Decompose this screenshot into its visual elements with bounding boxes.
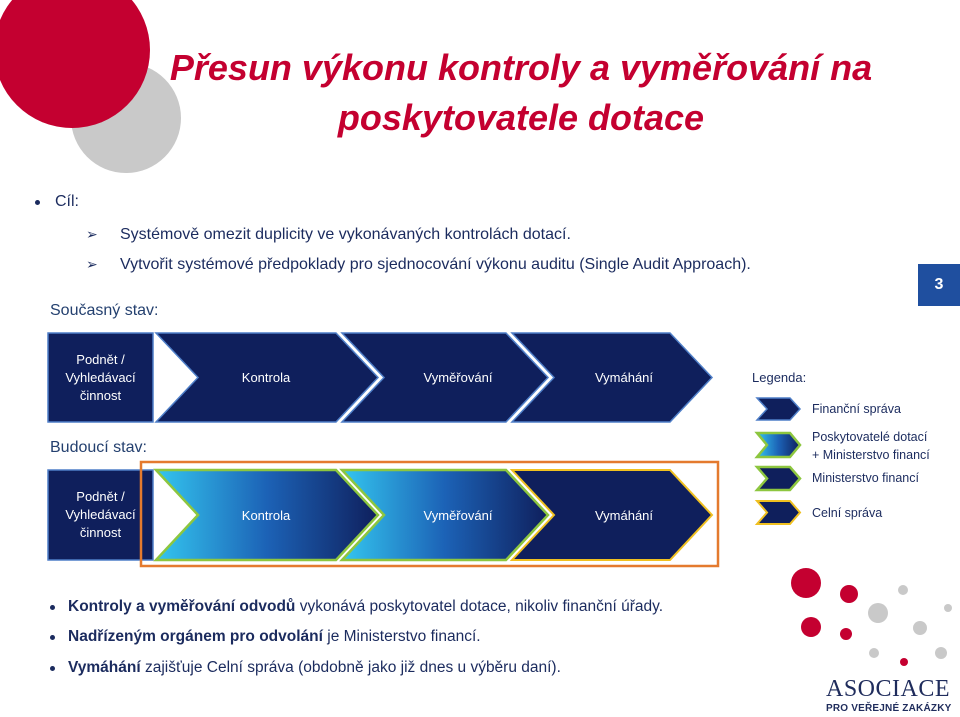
legend-label-ministerstvo xyxy=(812,469,919,487)
current-start-text: Podnět / Vyhledávací činnost xyxy=(65,351,136,403)
logo-dot xyxy=(840,628,852,640)
legend-label-celni-sprava xyxy=(812,504,882,522)
legend-swatch-celni-sprava xyxy=(757,501,800,524)
note-text: vykonává poskytovatel dotace, nikoliv finanční úřady. xyxy=(299,598,664,615)
future-start-label xyxy=(48,470,153,560)
goal-item: Vytvořit systémové předpoklady pro sjednocování výkonu auditu (Single Audit Approach). xyxy=(120,256,751,273)
note-text: je Ministerstvo financí. xyxy=(327,628,481,645)
logo-dot xyxy=(944,604,952,612)
logo-dot xyxy=(935,647,947,659)
arrow-bullet-icon xyxy=(86,225,98,245)
bullet-icon xyxy=(50,666,55,671)
goal-label: Cíl: xyxy=(55,193,79,210)
note-bold: Nadřízeným orgánem pro odvolání xyxy=(68,628,323,645)
logo-dot xyxy=(900,658,908,666)
logo-name: ASOCIACE xyxy=(826,676,951,702)
logo-tagline: PRO VEŘEJNÉ ZAKÁZKY xyxy=(826,703,952,714)
future-state-label: Budoucí stav: xyxy=(50,439,147,456)
future-start-text: Podnět / Vyhledávací činnost xyxy=(65,489,136,540)
slide-title-line-1: Přesun výkonu kontroly a vyměřování na xyxy=(169,47,873,88)
current-state-label: Současný stav: xyxy=(50,302,159,319)
future-step-vymahani: Vymáhání xyxy=(594,507,654,523)
arrow-bullet-icon xyxy=(86,255,98,275)
logo-dot xyxy=(791,568,821,598)
logo-dots xyxy=(791,568,952,666)
legend-label-line: Finanční správa xyxy=(812,402,901,416)
legend-swatch-financni-sprava xyxy=(757,398,800,420)
page-number-badge: 3 xyxy=(918,264,960,306)
slide-title-line-2: poskytovatele dotace xyxy=(337,97,705,138)
current-step-vymerovani: Vyměřování xyxy=(423,370,493,385)
note-item xyxy=(68,597,663,617)
bullet-icon xyxy=(35,200,40,205)
current-start-label xyxy=(48,333,153,422)
legend-label-line: Celní správa xyxy=(812,506,883,520)
slide-title xyxy=(141,43,901,143)
logo-dot xyxy=(869,648,879,658)
bullet-icon xyxy=(50,635,55,640)
legend-swatch-poskytovatele xyxy=(757,433,800,457)
note-bold: Vymáhání xyxy=(68,659,141,676)
legend-swatch-ministerstvo xyxy=(757,467,800,490)
logo-dot xyxy=(913,621,927,635)
legend-label-financni-sprava xyxy=(812,400,901,418)
goal-item: Systémově omezit duplicity ve vykonávaných kontrolách dotací. xyxy=(120,226,571,243)
legend-label-poskytovatele xyxy=(812,428,930,464)
logo-dot xyxy=(801,617,821,637)
note-item xyxy=(68,658,561,678)
legend-label-line: + Ministerstvo financí xyxy=(812,448,930,462)
note-bold: Kontroly a vyměřování odvodů xyxy=(68,598,296,615)
logo-dot xyxy=(840,585,858,603)
current-step-kontrola: Kontrola xyxy=(241,370,291,385)
note-item xyxy=(68,627,481,647)
bullet-icon xyxy=(50,605,55,610)
logo-dot xyxy=(868,603,888,623)
logo-dot xyxy=(898,585,908,595)
current-step-vymahani: Vymáhání xyxy=(594,370,654,385)
legend-label-line: Ministerstvo financí xyxy=(812,471,919,485)
future-step-vymerovani: Vyměřování xyxy=(423,507,493,523)
future-step-kontrola: Kontrola xyxy=(241,507,291,523)
note-text: zajišťuje Celní správa (obdobně jako již dnes u výběru daní). xyxy=(144,659,561,676)
legend-title: Legenda: xyxy=(752,370,807,385)
legend-label-line: Poskytovatelé dotací xyxy=(812,430,928,444)
